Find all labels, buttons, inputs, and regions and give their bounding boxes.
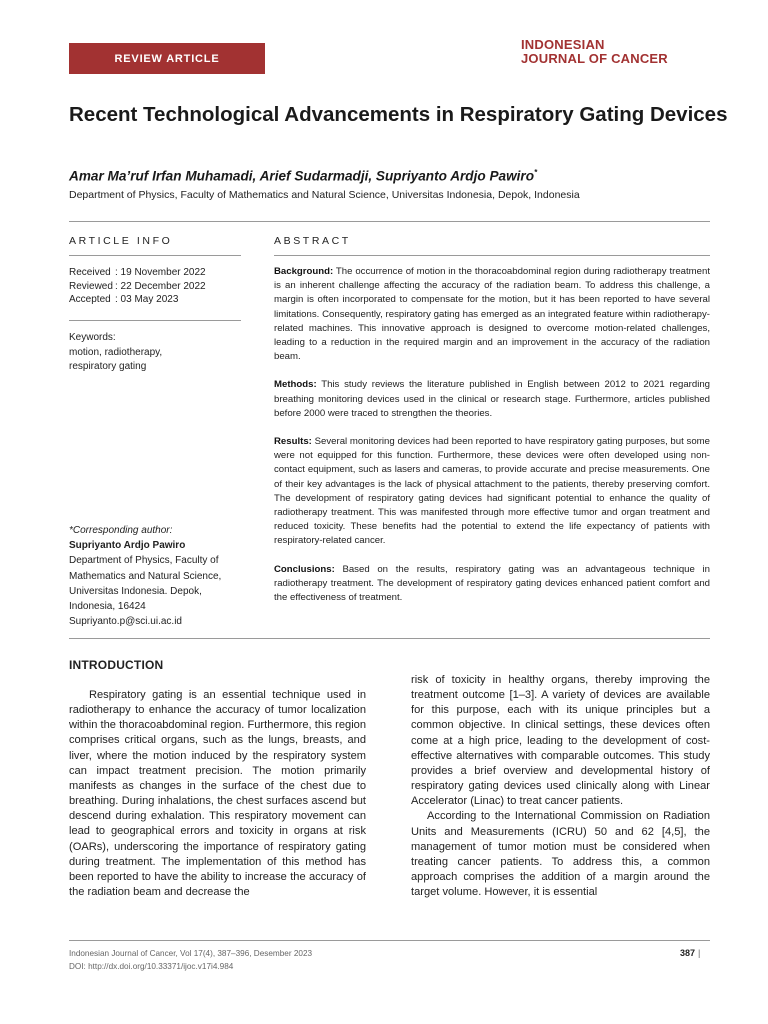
citation-line: Indonesian Journal of Cancer, Vol 17(4), 387–396, Desember 2023 (69, 949, 313, 958)
article-dates (69, 266, 206, 307)
corresponding-mark: * (534, 168, 538, 177)
keywords-line1: motion, radiotherapy, (69, 346, 163, 358)
intro-col2-paragraph-1: risk of toxicity in healthy organs, thereby improving the treatment outcome [1–3]. A variety of devices are available for this purpose, each with its unique principles but a common objective. In clinical settings, these devices often come at a high price, leading to the development of cost-effective alternatives with comparable outcomes. This study provides a brief overview and developmental history of respiratory gating devices used clinically along with Linear Accelerator (Linac) to treat cancer patients. (411, 674, 710, 808)
corresponding-label: *Corresponding author: (69, 525, 173, 536)
divider-info (69, 255, 241, 256)
results-label: Results: (274, 436, 312, 448)
introduction-heading: INTRODUCTION (69, 658, 164, 672)
abstract-results (274, 435, 710, 549)
conclusions-label: Conclusions: (274, 563, 335, 575)
divider-abstract-bottom (69, 638, 710, 639)
accepted-label: Accepted (69, 294, 111, 305)
footer-citation (69, 948, 312, 973)
journal-name-line2: JOURNAL OF CANCER (521, 51, 668, 66)
keywords-line2: respiratory gating (69, 361, 147, 372)
received-date: : 19 November 2022 (115, 267, 206, 278)
abstract-methods (274, 378, 710, 421)
keywords (69, 331, 162, 375)
page-separator: | (698, 948, 701, 958)
page-number-value: 387 (680, 948, 696, 958)
divider-footer (69, 940, 710, 941)
abstract-body (274, 265, 710, 619)
abstract-heading: ABSTRACT (274, 235, 351, 247)
intro-col2-paragraph-2: According to the International Commission on Radiation Units and Measurements (ICRU) 50 and 62 [4,5], the management of tumor motion must be considered when treating cancer patients. To address this, a common approach comprises the addition of a margin around the target volume. However, it is essential (411, 810, 710, 899)
corresponding-line3: Universitas Indonesia. Depok, (69, 585, 202, 597)
accepted-row (69, 293, 206, 307)
authors-text: Amar Ma’ruf Irfan Muhamadi, Arief Sudarmadji, Supriyanto Ardjo Pawiro (69, 168, 535, 184)
methods-text: This study reviews the literature published in English between 2012 to 2021 regarding breathing monitoring devices used in the clinical or research stage. Furthermore, articles published before 2000 were traced to strengthen the theories. (274, 379, 710, 419)
corresponding-email[interactable]: Supriyanto.p@sci.ui.ac.id (69, 616, 182, 628)
corresponding-line2: Mathematics and Natural Science, (69, 570, 222, 582)
conclusions-text: Based on the results, respiratory gating was an advantageous technique in radiotherapy treatment. The development of respiratory gating devices enhanced patient comfort and the effectiveness of treatment. (274, 563, 710, 604)
received-label: Received (69, 267, 111, 278)
accepted-date: : 03 May 2023 (115, 294, 179, 305)
introduction-column-2 (411, 673, 710, 900)
article-title: Recent Technological Advancements in Respiratory Gating Devices (69, 103, 728, 126)
keywords-label: Keywords: (69, 332, 116, 343)
reviewed-row (69, 280, 206, 294)
corresponding-author (69, 523, 221, 629)
reviewed-label: Reviewed (69, 280, 113, 292)
article-type-badge: REVIEW ARTICLE (69, 43, 265, 74)
reviewed-date: : 22 December 2022 (115, 280, 206, 292)
background-label: Background: (274, 266, 334, 277)
doi-line[interactable]: DOI: http://dx.doi.org/10.33371/ijoc.v17i4.984 (69, 961, 234, 971)
abstract-background (274, 265, 710, 364)
background-text: The occurrence of motion in the thoracoabdominal region during radiotherapy treatment is an inherent challenge affecting the accuracy of the radiation beam. To address this challenge, a margin is often incorporated to compensate for the motion, but it has been reported to have several limitations. Consequently, respiratory gating has emerged as an integrated feature within radiotherapy-related machines. This innovative approach is designed to overcome motion-related challenges, leading to a reduction in the required margin and an improvement in the accuracy of the radiation beam. (274, 266, 710, 363)
author-list (69, 168, 537, 184)
journal-logo (521, 38, 668, 66)
corresponding-line1: Department of Physics, Faculty of (69, 555, 219, 567)
results-text: Several monitoring devices had been reported to have respiratory gating purposes, but some were not equipped for this function. Furthermore, these devices were often developed using non-contact equipment, such as lasers and cameras, to provide accurate and precise measurements. One of their key advantages is the lack of physical attachment to the patients, thereby preserving comfort. The development of respiratory gating devices had significant potential to enhance the quality of radiotherapy treatment. This was manifested through more effective tumor and organ treatment and reduced toxicity. These benefits had the potential to extend the life expectancy of patients with respiratory-related cancer. (274, 436, 710, 547)
introduction-column-1: Respiratory gating is an essential technique used in radiotherapy to enhance the accuracy of tumor localization within the thoracoabdominal region. Furthermore, this region comprises critical organs, such as the lungs, breasts, and liver, where the motion induced by the respiratory system can impact treatment precision. The motion primarily manifests as changes in the surface of the chest due to breathing. During inhalations, the chest surfaces ascend but descend during exhalation. This respiratory movement can lead to geographical errors and toxicity in organs at risk (OARs), underscoring the importance of respiratory gating during treatment. The implementation of this method has been reported to have the ability to increase the accuracy of the radiation beam and decrease the (69, 689, 366, 899)
divider-top (69, 221, 710, 222)
divider-dates (69, 320, 241, 321)
corresponding-name: Supriyanto Ardjo Pawiro (69, 540, 186, 552)
received-row (69, 266, 206, 280)
journal-name-line1: INDONESIAN (521, 37, 605, 52)
article-info-heading: ARTICLE INFO (69, 235, 173, 247)
divider-abstract (274, 255, 710, 256)
methods-label: Methods: (274, 379, 317, 391)
page-number (680, 948, 700, 958)
corresponding-line4: Indonesia, 16424 (69, 601, 146, 613)
abstract-conclusions (274, 563, 710, 606)
affiliation: Department of Physics, Faculty of Mathematics and Natural Science, Universitas Indonesia, Depok, Indonesia (69, 189, 580, 201)
